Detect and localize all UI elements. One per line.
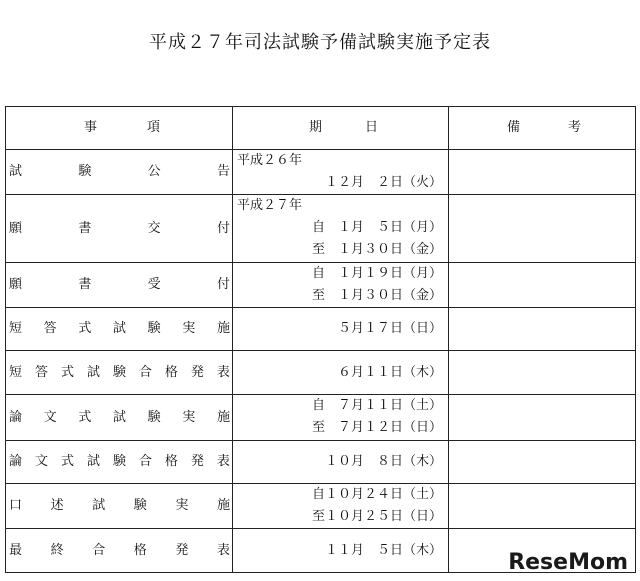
item-char: 表	[216, 454, 230, 469]
note-cell	[449, 351, 636, 395]
table-row	[6, 150, 636, 195]
item-char: 発	[190, 364, 204, 380]
item-char: 試	[112, 409, 126, 425]
item-char: 公	[147, 164, 161, 179]
item-char: 試	[112, 321, 126, 336]
date-line: ６月１１日（木）	[337, 364, 442, 380]
item-char: 験	[147, 321, 161, 336]
table-row	[6, 484, 636, 529]
date-cell	[233, 484, 449, 529]
item-cell	[6, 351, 233, 395]
item-char: 実	[182, 321, 196, 336]
item-cell	[6, 308, 233, 351]
date-line: 自１０月２４日（土）	[311, 487, 442, 502]
date-line: 自 １月 ５日（月）	[311, 220, 442, 235]
item-char: 実	[175, 498, 189, 513]
header-note	[449, 107, 636, 150]
header-note-char: 考	[567, 120, 581, 135]
item-cell	[6, 395, 233, 441]
note-cell	[449, 308, 636, 351]
item-char: 答	[34, 364, 48, 380]
date-line: 平成２６年	[237, 153, 303, 168]
item-char: 試	[92, 498, 106, 513]
item-char: 実	[182, 409, 196, 425]
item-char: 合	[138, 364, 152, 380]
item-label	[6, 274, 232, 296]
item-char: 受	[147, 277, 161, 292]
date-line: １２月 ２日（火）	[324, 175, 442, 190]
item-label	[6, 362, 232, 384]
item-cell	[6, 195, 233, 263]
item-char: 試	[86, 454, 100, 469]
date-line: １１月 ５日（木）	[324, 542, 442, 558]
note-cell	[449, 263, 636, 308]
item-char: 短	[9, 364, 23, 380]
item-char: 式	[78, 409, 92, 425]
item-cell	[6, 441, 233, 484]
item-char: 験	[112, 454, 126, 469]
date-cell	[233, 150, 449, 195]
item-cell	[6, 529, 233, 573]
item-char: 付	[216, 220, 230, 236]
item-char: 験	[112, 364, 126, 380]
item-char: 書	[78, 277, 92, 292]
date-line: 至１０月２５日（日）	[311, 509, 442, 524]
item-char: 発	[175, 542, 189, 558]
item-label	[6, 407, 232, 429]
item-label	[6, 161, 232, 183]
item-char: 格	[133, 542, 147, 558]
item-char: 論	[9, 454, 23, 469]
date-line: 至 ７月１２日（日）	[311, 420, 442, 435]
item-char: 文	[34, 454, 48, 469]
date-cell	[233, 308, 449, 351]
date-line: 平成２７年	[237, 198, 303, 213]
date-cell	[233, 351, 449, 395]
date-line: 至 １月３０日（金）	[311, 242, 442, 257]
header-note-char: 備	[507, 120, 521, 135]
table-row	[6, 308, 636, 351]
date-line: 自 ７月１１日（土）	[311, 398, 442, 413]
item-cell	[6, 150, 233, 195]
page-title: 平成２７年司法試験予備試験実施予定表	[149, 32, 491, 53]
item-char: 験	[133, 498, 147, 513]
date-line: 至 １月３０日（金）	[311, 288, 442, 303]
note-cell	[449, 484, 636, 529]
item-char: 験	[147, 409, 161, 425]
table-row	[6, 351, 636, 395]
item-cell	[6, 484, 233, 529]
item-char: 答	[43, 321, 57, 336]
item-char: 文	[43, 409, 57, 425]
header-date-char: 期	[309, 120, 323, 135]
item-char: 表	[216, 364, 230, 380]
item-label	[6, 495, 232, 517]
item-char: 施	[216, 409, 230, 425]
date-cell	[233, 395, 449, 441]
item-char: 願	[9, 220, 23, 236]
header-item-char: 項	[146, 120, 160, 135]
item-char: 試	[9, 164, 23, 179]
table-row	[6, 263, 636, 308]
item-char: 終	[50, 542, 64, 558]
note-cell	[449, 150, 636, 195]
item-char: 交	[147, 220, 161, 236]
date-cell	[233, 195, 449, 263]
item-label	[6, 451, 232, 473]
resemom-logo: ReseMom	[508, 550, 628, 575]
item-char: 口	[9, 498, 23, 513]
item-char: 願	[9, 277, 23, 292]
item-char: 験	[78, 164, 92, 179]
item-char: 述	[50, 498, 64, 513]
item-char: 合	[92, 542, 106, 558]
note-cell	[449, 441, 636, 484]
item-char: 試	[86, 364, 100, 380]
date-cell	[233, 441, 449, 484]
date-line: １０月 ８日（木）	[324, 454, 442, 469]
item-char: 短	[9, 321, 23, 336]
table-row	[6, 441, 636, 484]
item-char: 式	[60, 454, 74, 469]
item-cell	[6, 263, 233, 308]
item-char: 最	[9, 542, 23, 558]
item-char: 論	[9, 409, 23, 425]
item-char: 付	[216, 277, 230, 292]
table-row	[6, 395, 636, 441]
header-date	[233, 107, 449, 150]
note-cell	[449, 395, 636, 441]
item-char: 合	[138, 454, 152, 469]
date-cell	[233, 263, 449, 308]
table-header-row	[6, 107, 636, 150]
item-label	[6, 218, 232, 240]
item-char: 書	[78, 220, 92, 236]
item-char: 格	[164, 454, 178, 469]
date-cell	[233, 529, 449, 573]
item-char: 格	[164, 364, 178, 380]
table-row	[6, 195, 636, 263]
item-char: 式	[78, 321, 92, 336]
item-char: 発	[190, 454, 204, 469]
item-char: 表	[216, 542, 230, 558]
item-char: 施	[216, 498, 230, 513]
date-line: ５月１７日（日）	[337, 321, 442, 336]
date-line: 自 １月１９日（月）	[311, 266, 442, 281]
item-label	[6, 540, 232, 562]
item-char: 式	[60, 364, 74, 380]
item-char: 施	[216, 321, 230, 336]
header-item-char: 事	[84, 120, 98, 135]
item-label	[6, 318, 232, 340]
note-cell	[449, 195, 636, 263]
schedule-table	[5, 106, 636, 573]
header-item	[6, 107, 233, 150]
item-char: 告	[216, 164, 230, 179]
header-date-char: 日	[364, 120, 378, 135]
